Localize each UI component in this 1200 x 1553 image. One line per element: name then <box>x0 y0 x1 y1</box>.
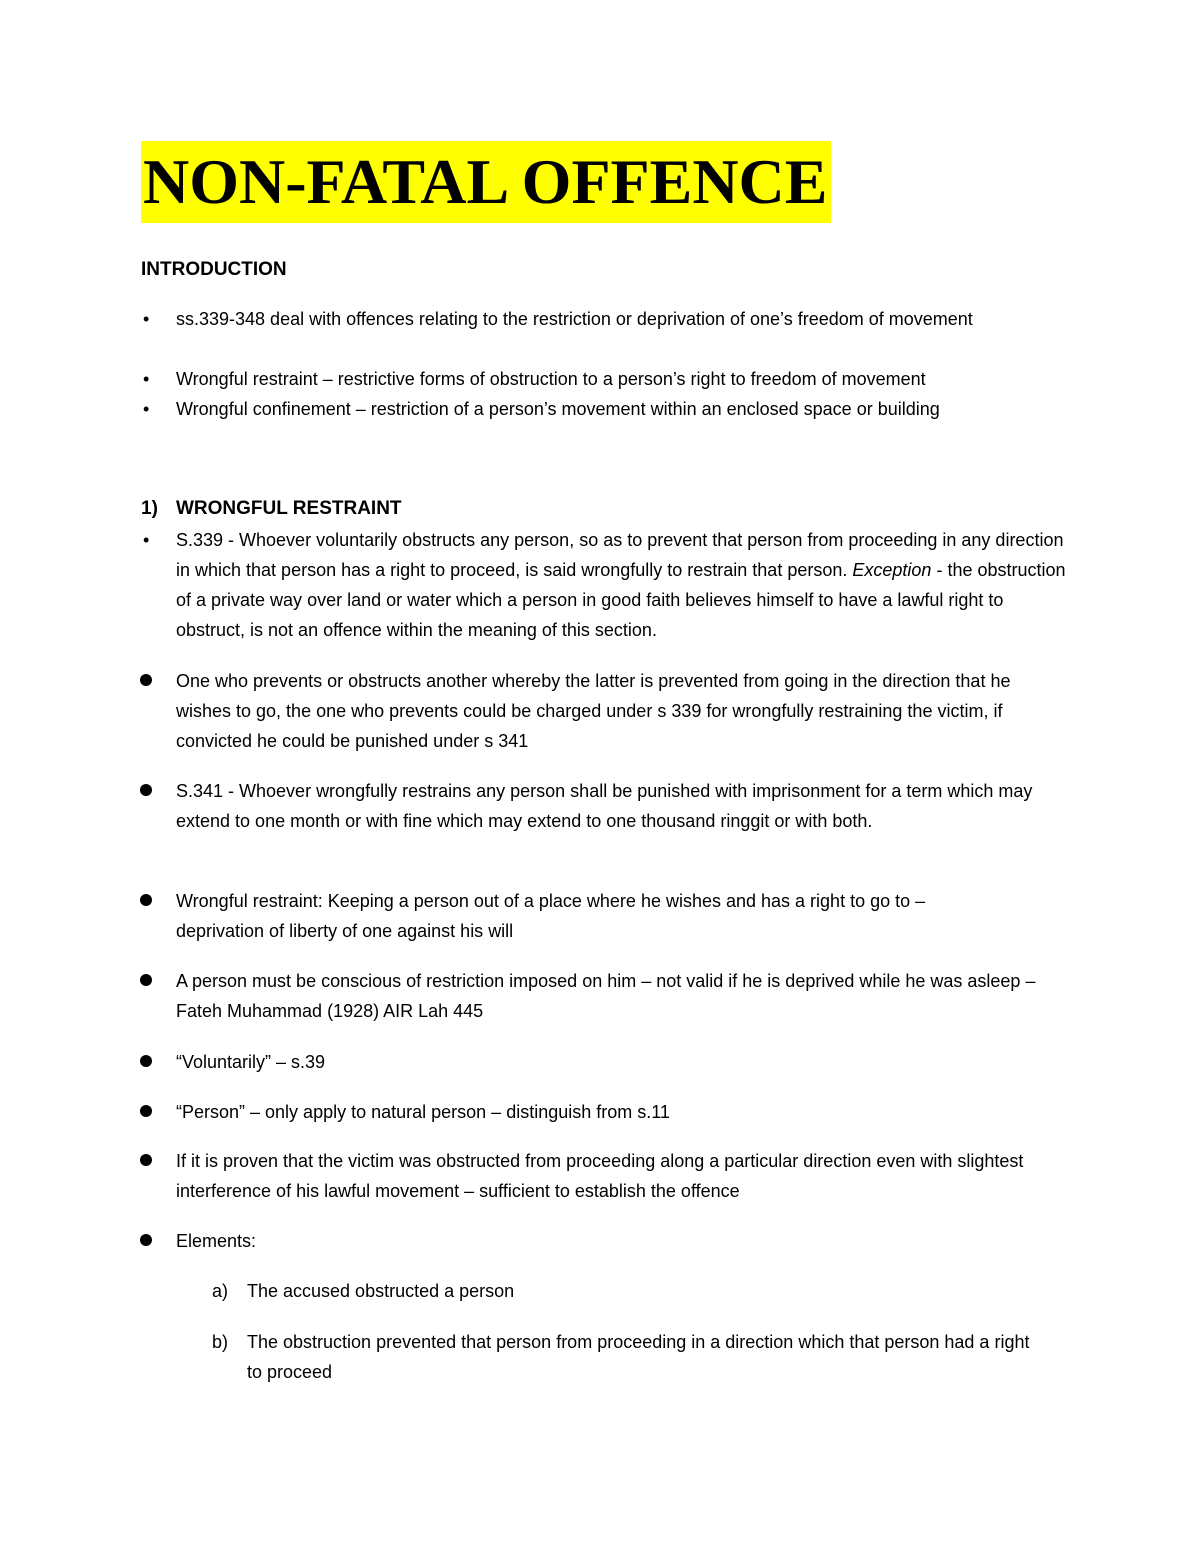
section-number: 1) <box>141 498 158 519</box>
introduction-heading: INTRODUCTION <box>141 259 287 280</box>
title-block <box>141 141 831 223</box>
bullet-icon: • <box>143 530 150 550</box>
point-text: “Person” – only apply to natural person – distinguish from s.11 <box>176 1102 670 1122</box>
s339-definition: S.339 - Whoever voluntarily obstructs any person, so as to prevent that person from proceeding in any direction in which that person has a right to proceed, is said wrongfully to restrain that person. <box>176 530 1064 580</box>
exception-text: - the obstruction of a private way over land or water which a person in good faith believes himself to have a lawful right to obstruct, is not an offence within the meaning of this section. <box>176 560 1066 640</box>
point-text: A person must be conscious of restriction imposed on him – not valid if he is deprived while he was asleep – Fateh Muhammad (1928) AIR Lah 445 <box>176 971 1036 1021</box>
element-letter: b) <box>212 1332 229 1352</box>
point-text: One who prevents or obstructs another whereby the latter is prevented from going in the direction that he wishes to go, the one who prevents could be charged under s 339 for wrongfully restraining the victim, if convicted he could be punished under s 341 <box>176 671 1011 751</box>
element-text: The obstruction prevented that person from proceeding in a direction which that person had a right to proceed <box>247 1332 1030 1382</box>
point-text: S.341 - Whoever wrongfully restrains any person shall be punished with imprisonment for a term which may extend to one month or with fine which may extend to one thousand ringgit or with both. <box>176 781 1033 831</box>
point-text: “Voluntarily” – s.39 <box>176 1052 326 1072</box>
bullet-dot-icon <box>140 1055 152 1067</box>
exception-label: Exception <box>852 560 932 580</box>
intro-bullet-text: Wrongful confinement – restriction of a person’s movement within an enclosed space or building <box>176 399 940 419</box>
bullet-icon: • <box>143 369 150 389</box>
bullet-dot-icon <box>140 674 152 686</box>
bullet-dot-icon <box>140 1105 152 1117</box>
bullet-dot-icon <box>140 784 152 796</box>
bullet-icon: • <box>143 309 150 329</box>
bullet-dot-icon <box>140 1234 152 1246</box>
s339-text <box>176 525 1066 645</box>
page-title: NON-FATAL OFFENCE <box>141 141 831 223</box>
point-text: Elements: <box>176 1231 257 1251</box>
point-text: Wrongful restraint: Keeping a person out of a place where he wishes and has a right to go to – deprivation of liberty of one against his will <box>176 891 926 941</box>
section-heading: WRONGFUL RESTRAINT <box>176 498 402 519</box>
point-text: If it is proven that the victim was obstructed from proceeding along a particular direction even with slightest interference of his lawful movement – sufficient to establish the offence <box>176 1151 1024 1201</box>
bullet-dot-icon <box>140 1154 152 1166</box>
element-text: The accused obstructed a person <box>247 1281 515 1301</box>
bullet-dot-icon <box>140 974 152 986</box>
intro-bullet-text: Wrongful restraint – restrictive forms of obstruction to a person’s right to freedom of movement <box>176 369 926 389</box>
element-letter: a) <box>212 1281 229 1301</box>
bullet-dot-icon <box>140 894 152 906</box>
intro-bullet-text: ss.339-348 deal with offences relating to the restriction or deprivation of one’s freedom of movement <box>176 309 973 329</box>
bullet-icon: • <box>143 399 150 419</box>
